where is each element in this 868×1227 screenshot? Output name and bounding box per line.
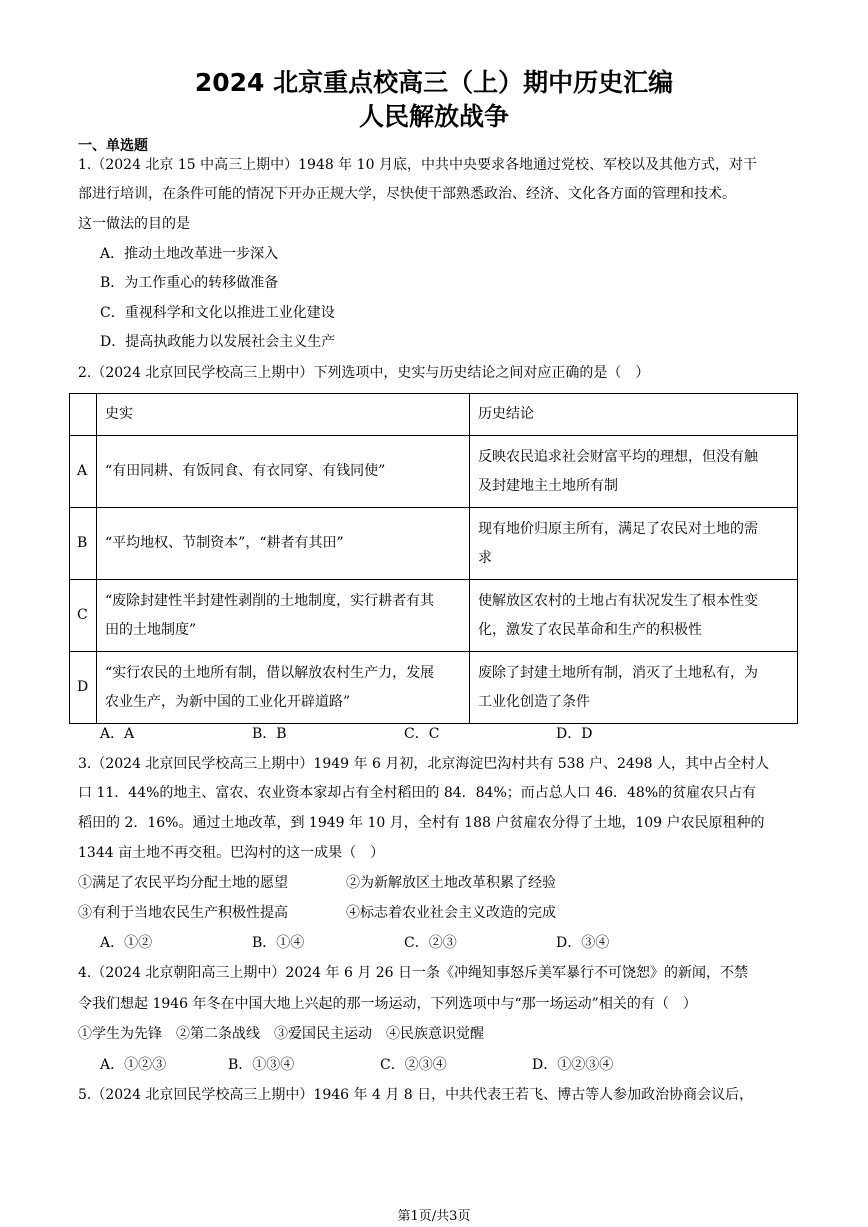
- row-key: C: [70, 580, 97, 652]
- q3-stem-line: 口 11．44%的地主、富农、农业资本家却占有全村稻田的 84．84%；而占总人口 46．48%的贫雇农只占有: [78, 785, 757, 801]
- q2-option-a: A．A: [100, 726, 135, 742]
- table-header-row: [70, 394, 798, 436]
- table-row: [70, 436, 798, 508]
- q4-option-c: C．②③④: [380, 1057, 447, 1073]
- q2-stem: 2.（2024 北京回民学校高三上期中）下列选项中，史实与历史结论之间对应正确的是（ ）: [78, 365, 650, 381]
- q3-stem-line: 1344 亩土地不再交租。巴沟村的这一成果（ ）: [78, 845, 385, 861]
- q1-stem-line: 部进行培训，在条件可能的情况下开办正规大学，尽快使干部熟悉政治、经济、文化各方面的管理和技术。: [78, 186, 736, 202]
- q2-option-c: C．C: [404, 726, 440, 742]
- table-header-conclusion: 历史结论: [470, 394, 798, 436]
- row-fact: “有田同耕、有饭同食、有衣同穿、有钱同使”: [97, 436, 470, 508]
- row-key: B: [70, 508, 97, 580]
- q3-options: [100, 933, 609, 953]
- q1-stem-line: 这一做法的目的是: [78, 216, 190, 232]
- q3-statements: ③有利于当地农民生产积极性提高 ④标志着农业社会主义改造的完成: [78, 905, 556, 921]
- table-cell: [70, 394, 97, 436]
- q3-stem-line: 3.（2024 北京回民学校高三上期中）1949 年 6 月初，北京海淀巴沟村共有 538 户、2498 人，其中占全村人: [78, 756, 770, 772]
- q1-option-c: C．重视科学和文化以推进工业化建设: [100, 305, 335, 321]
- q3-option-b: B．①④: [252, 935, 305, 951]
- q1-option-b: B．为工作重心的转移做准备: [100, 275, 279, 291]
- page-subtitle: 人民解放战争: [358, 102, 509, 131]
- q1-option-d: D．提高执政能力以发展社会主义生产: [100, 334, 336, 350]
- q4-options: [100, 1055, 613, 1075]
- table-header-fact: 史实: [97, 394, 470, 436]
- row-conclusion: 废除了封建土地所有制，消灭了土地私有，为 工业化创造了条件: [470, 652, 798, 724]
- page-footer: 第1页/共3页: [397, 1209, 471, 1224]
- q3-option-c: C．②③: [404, 935, 457, 951]
- row-conclusion: 使解放区农村的土地占有状况发生了根本性变 化，激发了农民革命和生产的积极性: [470, 580, 798, 652]
- table-row: [70, 580, 798, 652]
- q1-stem-line: 1.（2024 北京 15 中高三上期中）1948 年 10 月底，中共中央要求各地通过党校、军校以及其他方式，对干: [78, 157, 757, 173]
- row-conclusion: 现有地价归原主所有，满足了农民对土地的需 求: [470, 508, 798, 580]
- q2-options: [100, 724, 592, 744]
- row-key: A: [70, 436, 97, 508]
- q3-option-a: A．①②: [100, 935, 153, 951]
- q4-stem-line: 4.（2024 北京朝阳高三上期中）2024 年 6 月 26 日一条《冲绳知事怒斥美军暴行不可饶恕》的新闻，不禁: [78, 965, 749, 981]
- page-title: 2024 北京重点校高三（上）期中历史汇编: [194, 68, 674, 97]
- q3-statements: ①满足了农民平均分配土地的愿望 ②为新解放区土地改革积累了经验: [78, 875, 556, 891]
- q5-stem-line: 5.（2024 北京回民学校高三上期中）1946 年 4 月 8 日，中共代表王若飞、博古等人参加政治协商会议后，: [78, 1087, 754, 1103]
- q2-option-b: B．B: [252, 726, 287, 742]
- row-conclusion: 反映农民追求社会财富平均的理想，但没有触 及封建地主土地所有制: [470, 436, 798, 508]
- q2-table: [69, 393, 798, 724]
- q3-option-d: D．③④: [556, 935, 610, 951]
- row-fact: “废除封建性半封建性剥削的土地制度，实行耕者有其 田的土地制度”: [97, 580, 470, 652]
- q4-statements: ①学生为先锋 ②第二条战线 ③爱国民主运动 ④民族意识觉醒: [78, 1026, 484, 1042]
- table-row: [70, 652, 798, 724]
- row-fact: “平均地权、节制资本”，“耕者有其田”: [97, 508, 470, 580]
- q1-option-a: A．推动土地改革进一步深入: [100, 246, 279, 262]
- table-row: [70, 508, 798, 580]
- row-fact: “实行农民的土地所有制，借以解放农村生产力，发展 农业生产，为新中国的工业化开辟道路”: [97, 652, 470, 724]
- q3-stem-line: 稻田的 2．16%。通过土地改革，到 1949 年 10 月，全村有 188 户贫雇农分得了土地，109 户农民原租种的: [78, 815, 765, 831]
- q4-option-d: D．①②③④: [532, 1057, 614, 1073]
- q2-option-d: D．D: [556, 726, 593, 742]
- q4-option-a: A．①②③: [100, 1057, 167, 1073]
- section-heading: 一、单选题: [78, 138, 148, 154]
- q4-stem-line: 令我们想起 1946 年冬在中国大地上兴起的那一场运动，下列选项中与“那一场运动”相关的有（ ）: [78, 996, 697, 1012]
- row-key: D: [70, 652, 97, 724]
- q4-option-b: B．①③④: [228, 1057, 295, 1073]
